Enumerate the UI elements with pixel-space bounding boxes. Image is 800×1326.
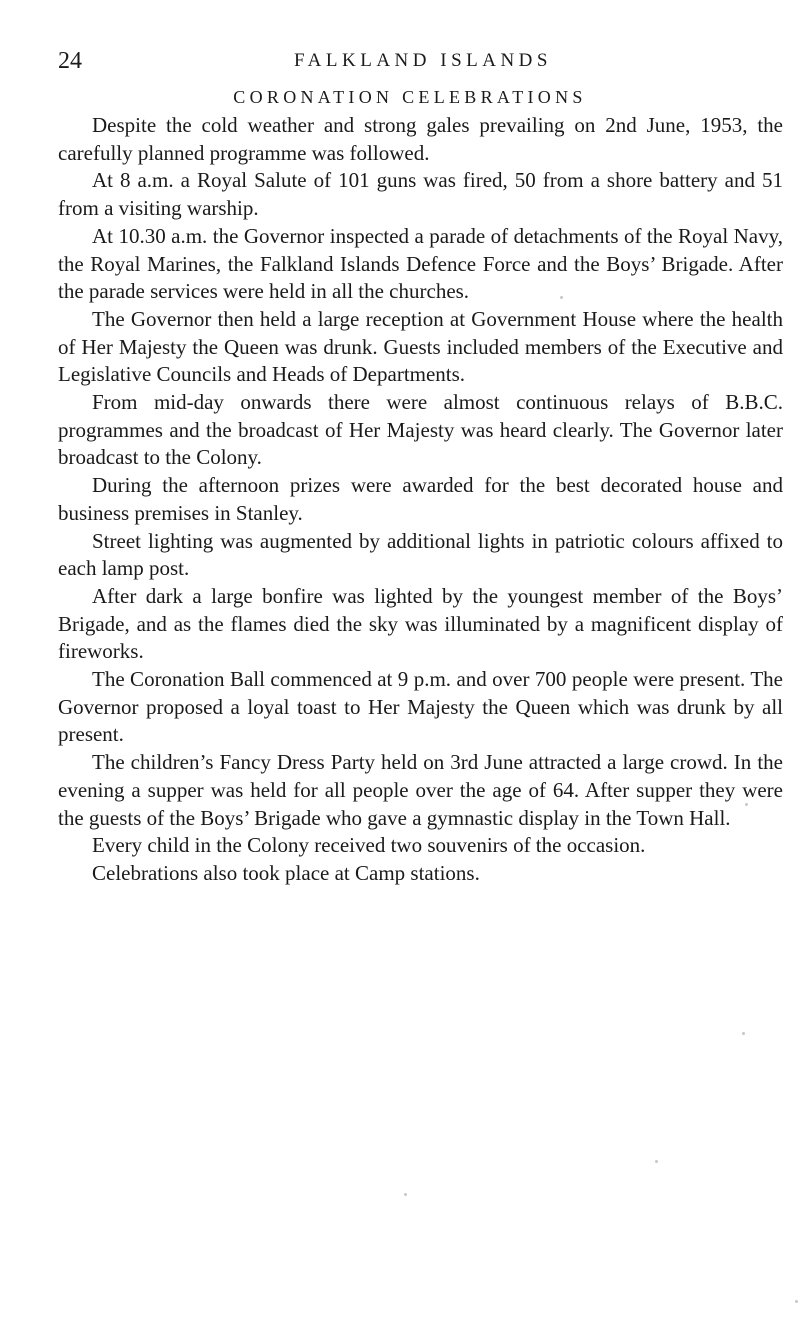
paragraph: At 10.30 a.m. the Governor inspected a parade of detachments of the Royal Navy, the Royal Marines, the Falkland Islands Defence Force and the Boys’ Brigade. After the parade services were held in all the churches. [58, 223, 783, 304]
paper-speck [560, 296, 563, 299]
paper-speck [404, 1193, 407, 1196]
paragraph: The Governor then held a large reception at Government House where the health of Her Majesty the Queen was drunk. Guests included members of the Executive and Legislative Councils and Heads of Departments. [58, 306, 783, 387]
paragraph: The children’s Fancy Dress Party held on 3rd June attracted a large crowd. In the evening a supper was held for all people over the age of 64. After supper they were the guests of the Boys’ Brigade who gave a gymnastic display in the Town Hall. [58, 750, 783, 830]
paragraph: Street lighting was augmented by additional lights in patriotic colours affixed to each lamp post. [58, 528, 783, 581]
section-title: CORONATION CELEBRATIONS [233, 87, 587, 107]
running-title: FALKLAND ISLANDS [294, 50, 552, 71]
paper-speck [655, 1160, 658, 1163]
paper-speck [795, 1300, 798, 1303]
page-number: 24 [58, 48, 82, 74]
paragraph: From mid-day onwards there were almost continuous relays of B.B.C. programmes and the broadcast of Her Majesty was heard clearly. The Governor later broadcast to the Colony. [58, 390, 783, 470]
paragraph: After dark a large bonfire was lighted by the youngest member of the Boys’ Brigade, and as the flames died the sky was illuminated by a magnificent display of fireworks. [58, 583, 783, 664]
paragraph: Every child in the Colony received two souvenirs of the occasion. [92, 833, 646, 858]
paragraph: The Coronation Ball commenced at 9 p.m. and over 700 people were present. The Governor proposed a loyal toast to Her Majesty the Queen which was drunk by all present. [58, 667, 783, 747]
page-header [58, 44, 758, 78]
paper-speck [745, 803, 748, 806]
paragraph: Despite the cold weather and strong gales prevailing on 2nd June, 1953, the carefully planned programme was followed. [58, 113, 783, 165]
paragraph: At 8 a.m. a Royal Salute of 101 guns was fired, 50 from a shore battery and 51 from a visiting warship. [58, 168, 783, 221]
paragraph: During the afternoon prizes were awarded for the best decorated house and business premises in Stanley. [58, 473, 783, 525]
paper-speck [742, 1032, 745, 1035]
paragraph: Celebrations also took place at Camp stations. [92, 860, 480, 885]
body-text [58, 112, 783, 888]
